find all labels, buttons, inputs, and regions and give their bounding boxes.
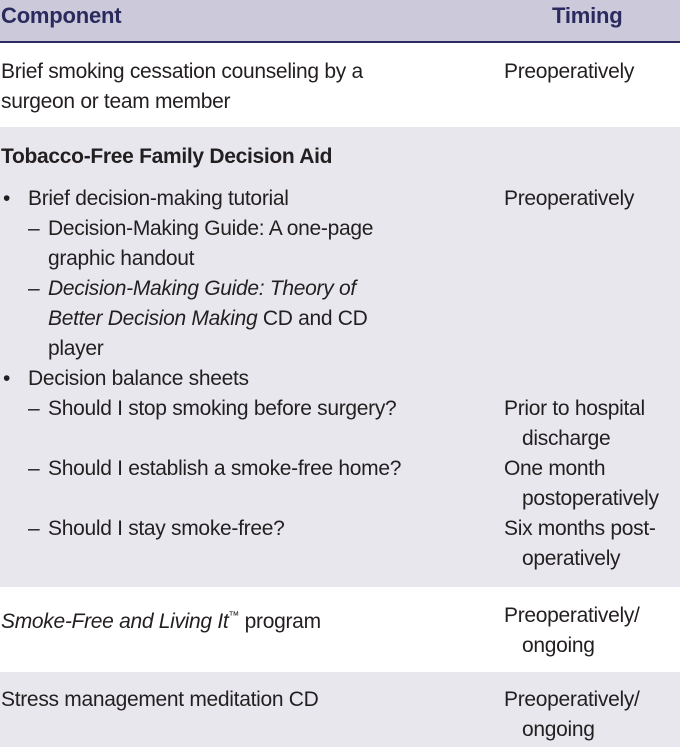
dash-icon: – [28,217,40,240]
subitem-label: Should I stay smoke-free? [48,517,285,540]
timing-cell: Preoperatively/ [504,688,640,711]
subitem-label: Should I establish a smoke-free home? [48,457,402,480]
timing-cell: ongoing [522,718,595,741]
timing-cell: postoperatively [522,487,659,510]
table-row-decision-aid [0,127,680,587]
program-rest: program [239,610,321,633]
dash-icon: – [28,277,40,300]
subitem-rest: CD and CD [257,307,368,330]
subitem-label: Should I stop smoking before surgery? [48,397,397,420]
subitem-line: graphic handout [48,247,195,270]
dash-icon: – [28,517,40,540]
subitem-line: Decision-Making Guide: A one-page [48,217,374,240]
component-line: Stress management meditation CD [1,688,319,711]
subitem-line: player [48,337,104,360]
dash-icon: – [28,457,40,480]
component-line [1,601,321,637]
program-title-italic: Smoke-Free and Living It [1,610,229,633]
table-row-counseling [0,43,680,127]
table-row-stress-management [0,672,680,747]
table-row-smoke-free-program [0,587,680,672]
bullet-icon: • [3,187,11,210]
timing-cell: Preoperatively [504,60,635,83]
timing-cell: operatively [522,547,621,570]
bullet-icon: • [3,367,11,390]
subitem-line: Decision-Making Guide: Theory of [48,277,356,300]
timing-cell: Prior to hospital [504,397,645,420]
component-line: surgeon or team member [1,90,231,113]
timing-cell: One month [504,457,606,480]
timing-cell: Preoperatively [504,187,635,210]
subitem-title-italic: Better Decision Making [48,307,258,330]
timing-cell: Six months post- [504,517,656,540]
timing-cell: discharge [522,427,611,450]
table-header [0,0,680,43]
trademark-icon: ™ [228,610,240,622]
header-timing: Timing [552,3,623,28]
header-component: Component [1,3,122,28]
subitem-line [48,304,368,334]
bullet-item-label: Decision balance sheets [28,367,249,390]
dash-icon: – [28,397,40,420]
timing-cell: Preoperatively/ [504,604,640,627]
section-title: Tobacco-Free Family Decision Aid [1,145,333,168]
bullet-item-label: Brief decision-making tutorial [28,187,289,210]
timing-cell: ongoing [522,634,595,657]
component-line: Brief smoking cessation counseling by a [1,60,363,83]
